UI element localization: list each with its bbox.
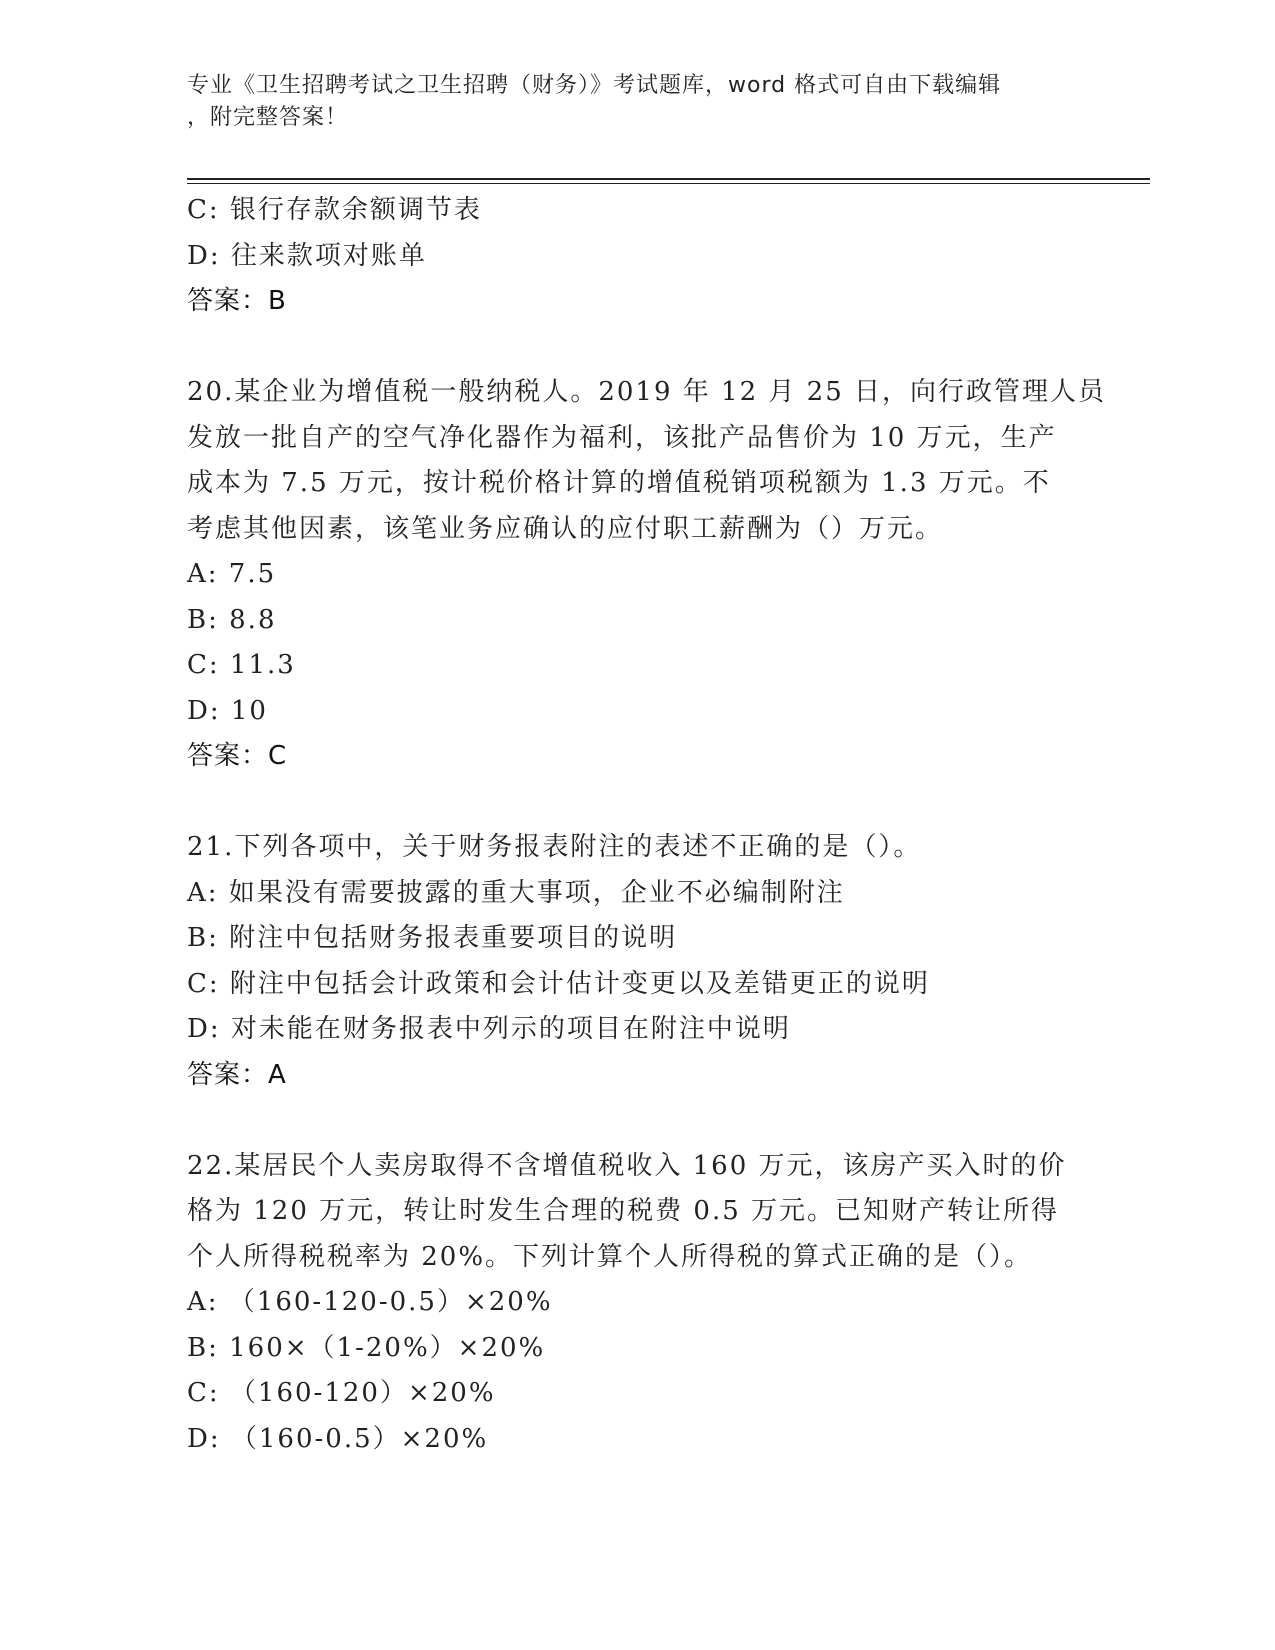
option-a: A: 7.5 xyxy=(187,559,277,589)
question-stem-line: 21.下列各项中，关于财务报表附注的表述不正确的是（）。 xyxy=(187,832,922,862)
question-22 xyxy=(187,1144,1087,1463)
option-c: C: 11.3 xyxy=(187,650,296,680)
option-c: C: 银行存款余额调节表 xyxy=(187,195,482,225)
option-d: D: （160-0.5）×20% xyxy=(187,1423,489,1454)
question-stem-line: 个人所得税税率为 20%。下列计算个人所得税的算式正确的是（）。 xyxy=(187,1241,1033,1272)
document-header xyxy=(187,70,1067,134)
question-stem-line: 考虑其他因素，该笔业务应确认的应付职工薪酬为（）万元。 xyxy=(187,513,944,544)
option-b: B: 附注中包括财务报表重要项目的说明 xyxy=(187,923,678,953)
question-stem-line: 20.某企业为增值税一般纳税人。2019 年 12 月 25 日，向行政管理人员 xyxy=(187,377,1107,407)
question-stem-line: 成本为 7.5 万元，按计税价格计算的增值税销项税额为 1.3 万元。不 xyxy=(187,468,1051,498)
header-rule-thick xyxy=(187,178,1150,180)
spacer xyxy=(187,325,1087,371)
header-line-1: 专业《卫生招聘考试之卫生招聘（财务）》考试题库，word 格式可自由下载编辑 xyxy=(187,73,1002,98)
spacer xyxy=(187,1098,1087,1144)
option-b: B: 160×（1-20%）×20% xyxy=(187,1332,546,1363)
answer-line: 答案：C xyxy=(187,741,288,771)
option-a: A: （160-120-0.5）×20% xyxy=(187,1287,553,1317)
question-20 xyxy=(187,370,1107,780)
option-b: B: 8.8 xyxy=(187,604,277,635)
previous-question-tail xyxy=(187,188,1087,325)
question-stem-line: 22.某居民个人卖房取得不含增值税收入 160 万元，该房产买入时的价 xyxy=(187,1150,1067,1181)
answer-line: 答案：B xyxy=(187,286,287,316)
spacer xyxy=(187,780,1087,826)
header-line-2: ，附完整答案！ xyxy=(187,105,349,130)
document-body xyxy=(187,188,1107,1462)
header-rule-thin xyxy=(187,183,1150,184)
answer-line: 答案：A xyxy=(187,1059,287,1090)
option-d: D: 往来款项对账单 xyxy=(187,240,427,271)
option-d: D: 对未能在财务报表中列示的项目在附注中说明 xyxy=(187,1014,791,1044)
question-21 xyxy=(187,825,1087,1098)
option-c: C: 附注中包括会计政策和会计估计变更以及差错更正的说明 xyxy=(187,968,930,999)
option-a: A: 如果没有需要披露的重大事项，企业不必编制附注 xyxy=(187,877,845,908)
question-stem-line: 格为 120 万元，转让时发生合理的税费 0.5 万元。已知财产转让所得 xyxy=(187,1196,1060,1226)
option-d: D: 10 xyxy=(187,695,268,726)
option-c: C: （160-120）×20% xyxy=(187,1378,496,1408)
question-stem-line: 发放一批自产的空气净化器作为福利，该批产品售价为 10 万元，生产 xyxy=(187,422,1057,453)
